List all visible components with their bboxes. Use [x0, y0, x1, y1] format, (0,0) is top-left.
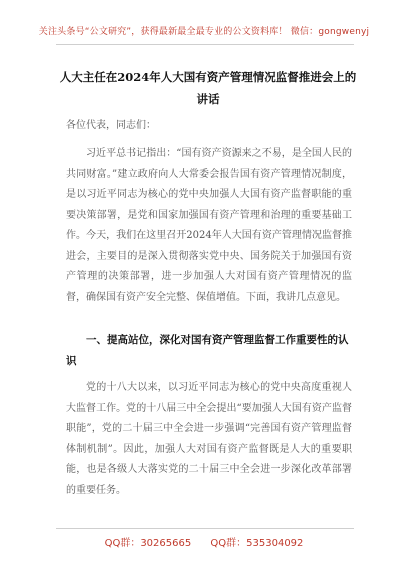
footer-divider — [56, 528, 354, 529]
salutation: 各位代表，同志们： — [66, 120, 156, 131]
header-divider — [56, 44, 354, 45]
qq-group-1: QQ群：30265665 — [104, 538, 192, 549]
promo-header: 关注头条号“公文研究”，获得最新最全最专业的公文资料库！ 微信：gongwenyj — [38, 27, 370, 37]
document-title-line1: 人大主任在2024年人大国有资产管理情况监督推进会上的 — [59, 70, 357, 84]
paragraph-1: 习近平总书记指出：“国有资产资源来之不易，是全国人民的共同财富。”建立政府向人大常委会报告国有资产管理情况制度，是以习近平同志为核心的党中央加强人大国有资产监督职能的重要决策部署，是党和国家加强国有资产管理和治理的重要基础工作。今天，我们在这里召开2024年人大国有资产管理情况监督推进会，主要目的是深入贯彻落实党中央、国务院关于加强国有资产管理的决策部署，进一步加强人大对国有资产管理情况的监督，确保国有资产安全完整、保值增值。下面，我讲几点意见。 — [66, 148, 352, 303]
footer — [0, 534, 408, 549]
section-1-heading: 一、提高站位，深化对国有资产管理监督工作重要性的认识 — [66, 334, 349, 367]
qq-group-2: QQ群：535304092 — [210, 538, 304, 549]
paragraph-2: 党的十八大以来，以习近平同志为核心的党中央高度重视人大监督工作。党的十八届三中全会提出“要加强人大国有资产监督职能”，党的二十届三中全会进一步强调“完善国有资产管理监督体制机制”。因此，加强人大对国有资产监督既是人大的重要职能，也是各级人大落实党的二十届三中全会进一步深化改革部署的重要任务。 — [66, 382, 352, 496]
document-title-line2: 讲话 — [196, 92, 220, 106]
